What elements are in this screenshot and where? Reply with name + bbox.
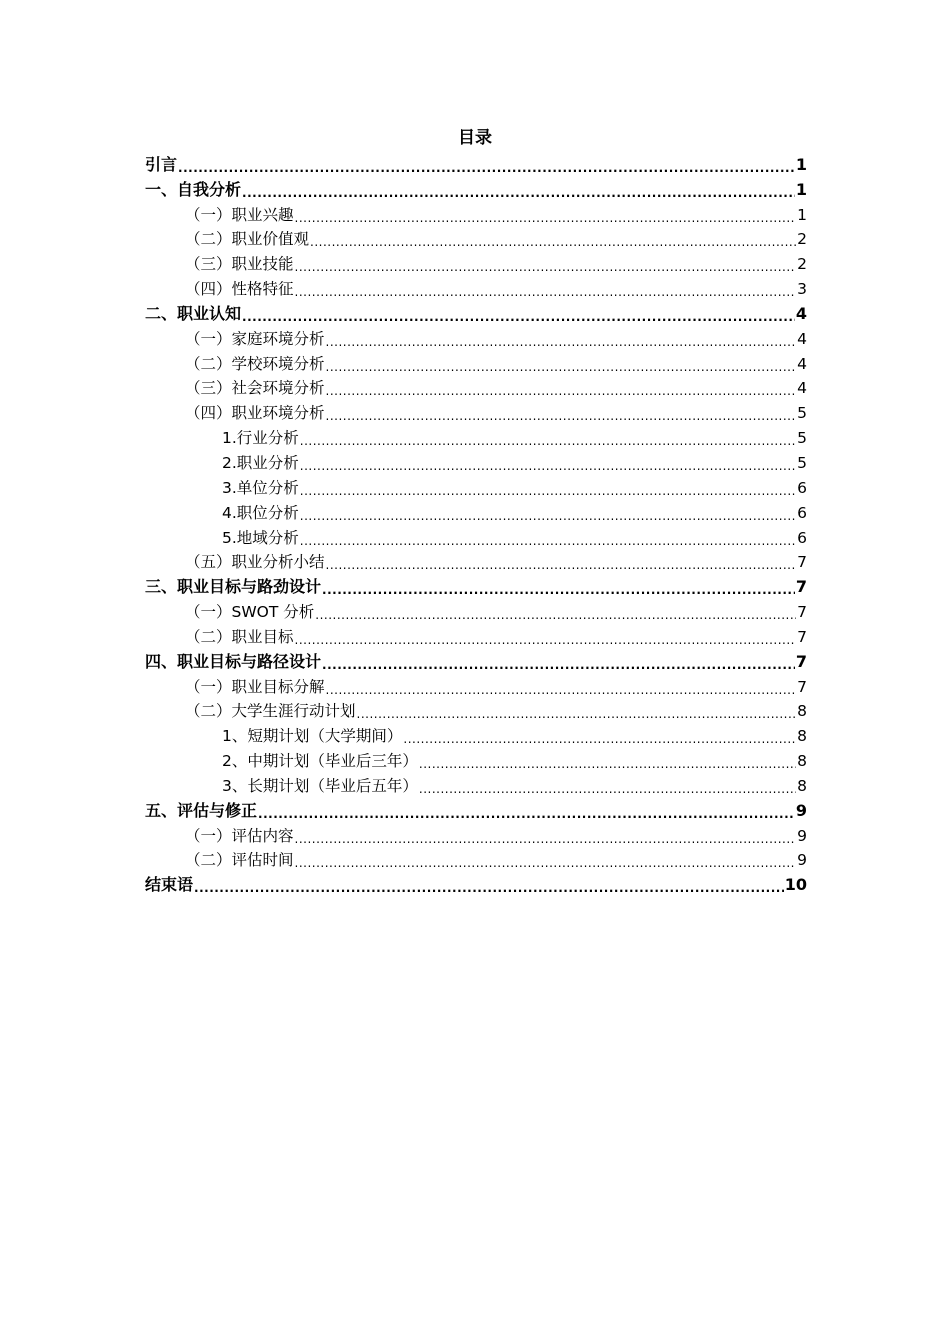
toc-entry[interactable]	[145, 648, 807, 673]
toc-entry-page-number: 6	[797, 478, 807, 497]
toc-entry-label: 四、职业目标与路径设计	[145, 651, 322, 671]
toc-entry-page-number: 2	[797, 230, 807, 249]
toc-entry[interactable]	[145, 399, 807, 424]
toc-entry-label: （二）学校环境分析	[185, 354, 325, 373]
toc-entry-page-number: 3	[797, 280, 807, 299]
toc-entry-label: （一）职业兴趣	[185, 205, 294, 224]
toc-dot-leader	[419, 750, 796, 772]
toc-entry[interactable]	[145, 375, 807, 400]
toc-entry-label: （二）职业目标	[185, 627, 294, 646]
toc-entry[interactable]	[145, 573, 807, 598]
toc-dot-leader	[326, 551, 797, 573]
toc-entry[interactable]	[145, 300, 807, 325]
toc-entry-page-number: 7	[797, 627, 807, 646]
toc-entry[interactable]	[145, 151, 807, 176]
toc-dot-leader	[326, 377, 797, 399]
toc-entry[interactable]	[145, 449, 807, 474]
toc-entry-page-number: 7	[795, 577, 807, 597]
toc-dot-leader	[300, 502, 796, 524]
toc-entry[interactable]	[145, 797, 807, 822]
toc-dot-leader	[242, 179, 795, 201]
toc-dot-leader	[300, 527, 796, 549]
toc-entry-label: 三、职业目标与路劲设计	[145, 577, 322, 597]
toc-dot-leader	[357, 700, 797, 722]
toc-entry-page-number: 8	[797, 752, 807, 771]
toc-entry-label: （四）性格特征	[185, 280, 294, 299]
toc-entry[interactable]	[145, 499, 807, 524]
toc-entry-page-number: 7	[797, 553, 807, 572]
toc-dot-leader	[300, 452, 796, 474]
toc-entry-page-number: 4	[797, 379, 807, 398]
toc-entry-label: 五、评估与修正	[145, 800, 258, 820]
toc-entry[interactable]	[145, 722, 807, 747]
toc-entry-page-number: 5	[797, 404, 807, 423]
toc-entry[interactable]	[145, 226, 807, 251]
toc-entry-label: （一）SWOT 分析	[185, 603, 315, 622]
toc-entry[interactable]	[145, 176, 807, 201]
toc-dot-leader	[326, 676, 797, 698]
toc-entry[interactable]	[145, 201, 807, 226]
toc-entry-label: 5.地域分析	[222, 528, 299, 547]
toc-entry-label: （三）社会环境分析	[185, 379, 325, 398]
toc-entry[interactable]	[145, 598, 807, 623]
toc-entry-page-number: 9	[797, 826, 807, 845]
toc-entry[interactable]	[145, 698, 807, 723]
toc-dot-leader	[194, 874, 784, 896]
toc-dot-leader	[322, 576, 795, 598]
toc-entry-page-number: 8	[797, 776, 807, 795]
toc-entry-label: 引言	[145, 154, 178, 174]
toc-dot-leader	[295, 626, 797, 648]
toc-dot-leader	[242, 303, 795, 325]
toc-entry-page-number: 8	[797, 702, 807, 721]
toc-entry-label: 1、短期计划（大学期间）	[222, 727, 403, 746]
toc-entry-page-number: 9	[795, 800, 807, 820]
toc-entry-label: （一）职业目标分解	[185, 677, 325, 696]
toc-dot-leader	[310, 228, 796, 250]
toc-entry-page-number: 7	[797, 677, 807, 696]
toc-entry-label: （三）职业技能	[185, 255, 294, 274]
toc-entry-label: 2.职业分析	[222, 453, 299, 472]
toc-entry-page-number: 4	[795, 303, 807, 323]
toc-dot-leader	[295, 825, 797, 847]
toc-entry-label: 1.行业分析	[222, 429, 299, 448]
toc-entry-page-number: 9	[797, 851, 807, 870]
toc-entry-label: 结束语	[145, 875, 194, 895]
toc-entry-label: （二）职业价值观	[185, 230, 310, 249]
table-of-contents	[145, 151, 807, 896]
toc-entry-page-number: 1	[797, 205, 807, 224]
toc-entry-page-number: 2	[797, 255, 807, 274]
toc-dot-leader	[258, 800, 795, 822]
toc-entry[interactable]	[145, 250, 807, 275]
toc-dot-leader	[295, 204, 797, 226]
toc-entry-page-number: 6	[797, 503, 807, 522]
toc-entry-page-number: 4	[797, 354, 807, 373]
toc-entry-label: 一、自我分析	[145, 179, 242, 199]
toc-entry-label: （一）评估内容	[185, 826, 294, 845]
toc-entry[interactable]	[145, 524, 807, 549]
toc-dot-leader	[419, 775, 796, 797]
toc-dot-leader	[295, 253, 797, 275]
toc-entry-label: 2、中期计划（毕业后三年）	[222, 752, 418, 771]
toc-entry[interactable]	[145, 871, 807, 896]
toc-dot-leader	[403, 725, 796, 747]
toc-dot-leader	[178, 154, 795, 176]
toc-entry-page-number: 1	[795, 179, 807, 199]
toc-entry-label: （四）职业环境分析	[185, 404, 325, 423]
toc-entry-page-number: 5	[797, 453, 807, 472]
toc-dot-leader	[326, 402, 797, 424]
toc-entry[interactable]	[145, 747, 807, 772]
toc-entry-label: （二）评估时间	[185, 851, 294, 870]
toc-entry-page-number: 7	[797, 603, 807, 622]
toc-entry-label: （二）大学生涯行动计划	[185, 702, 356, 721]
toc-entry[interactable]	[145, 772, 807, 797]
toc-dot-leader	[326, 353, 797, 375]
toc-entry[interactable]	[145, 350, 807, 375]
toc-entry[interactable]	[145, 424, 807, 449]
toc-entry[interactable]	[145, 847, 807, 872]
toc-entry[interactable]	[145, 673, 807, 698]
toc-entry-label: （一）家庭环境分析	[185, 329, 325, 348]
toc-entry-label: 3、长期计划（毕业后五年）	[222, 776, 418, 795]
toc-entry[interactable]	[145, 275, 807, 300]
toc-entry-page-number: 1	[795, 154, 807, 174]
toc-entry[interactable]	[145, 474, 807, 499]
toc-entry-page-number: 4	[797, 329, 807, 348]
toc-entry[interactable]	[145, 325, 807, 350]
toc-entry-label: 二、职业认知	[145, 303, 242, 323]
toc-entry-label: （五）职业分析小结	[185, 553, 325, 572]
toc-entry-page-number: 5	[797, 429, 807, 448]
toc-dot-leader	[295, 849, 797, 871]
toc-entry-label: 4.职位分析	[222, 503, 299, 522]
toc-entry[interactable]	[145, 623, 807, 648]
toc-title: 目录	[458, 128, 492, 148]
toc-entry[interactable]	[145, 822, 807, 847]
toc-dot-leader	[300, 427, 796, 449]
toc-entry[interactable]	[145, 549, 807, 574]
toc-entry-page-number: 10	[784, 875, 807, 895]
toc-dot-leader	[322, 651, 795, 673]
toc-dot-leader	[315, 601, 796, 623]
toc-entry-page-number: 8	[797, 727, 807, 746]
toc-dot-leader	[300, 477, 796, 499]
toc-dot-leader	[295, 278, 797, 300]
toc-dot-leader	[326, 328, 797, 350]
toc-entry-page-number: 6	[797, 528, 807, 547]
toc-entry-label: 3.单位分析	[222, 478, 299, 497]
toc-entry-page-number: 7	[795, 651, 807, 671]
